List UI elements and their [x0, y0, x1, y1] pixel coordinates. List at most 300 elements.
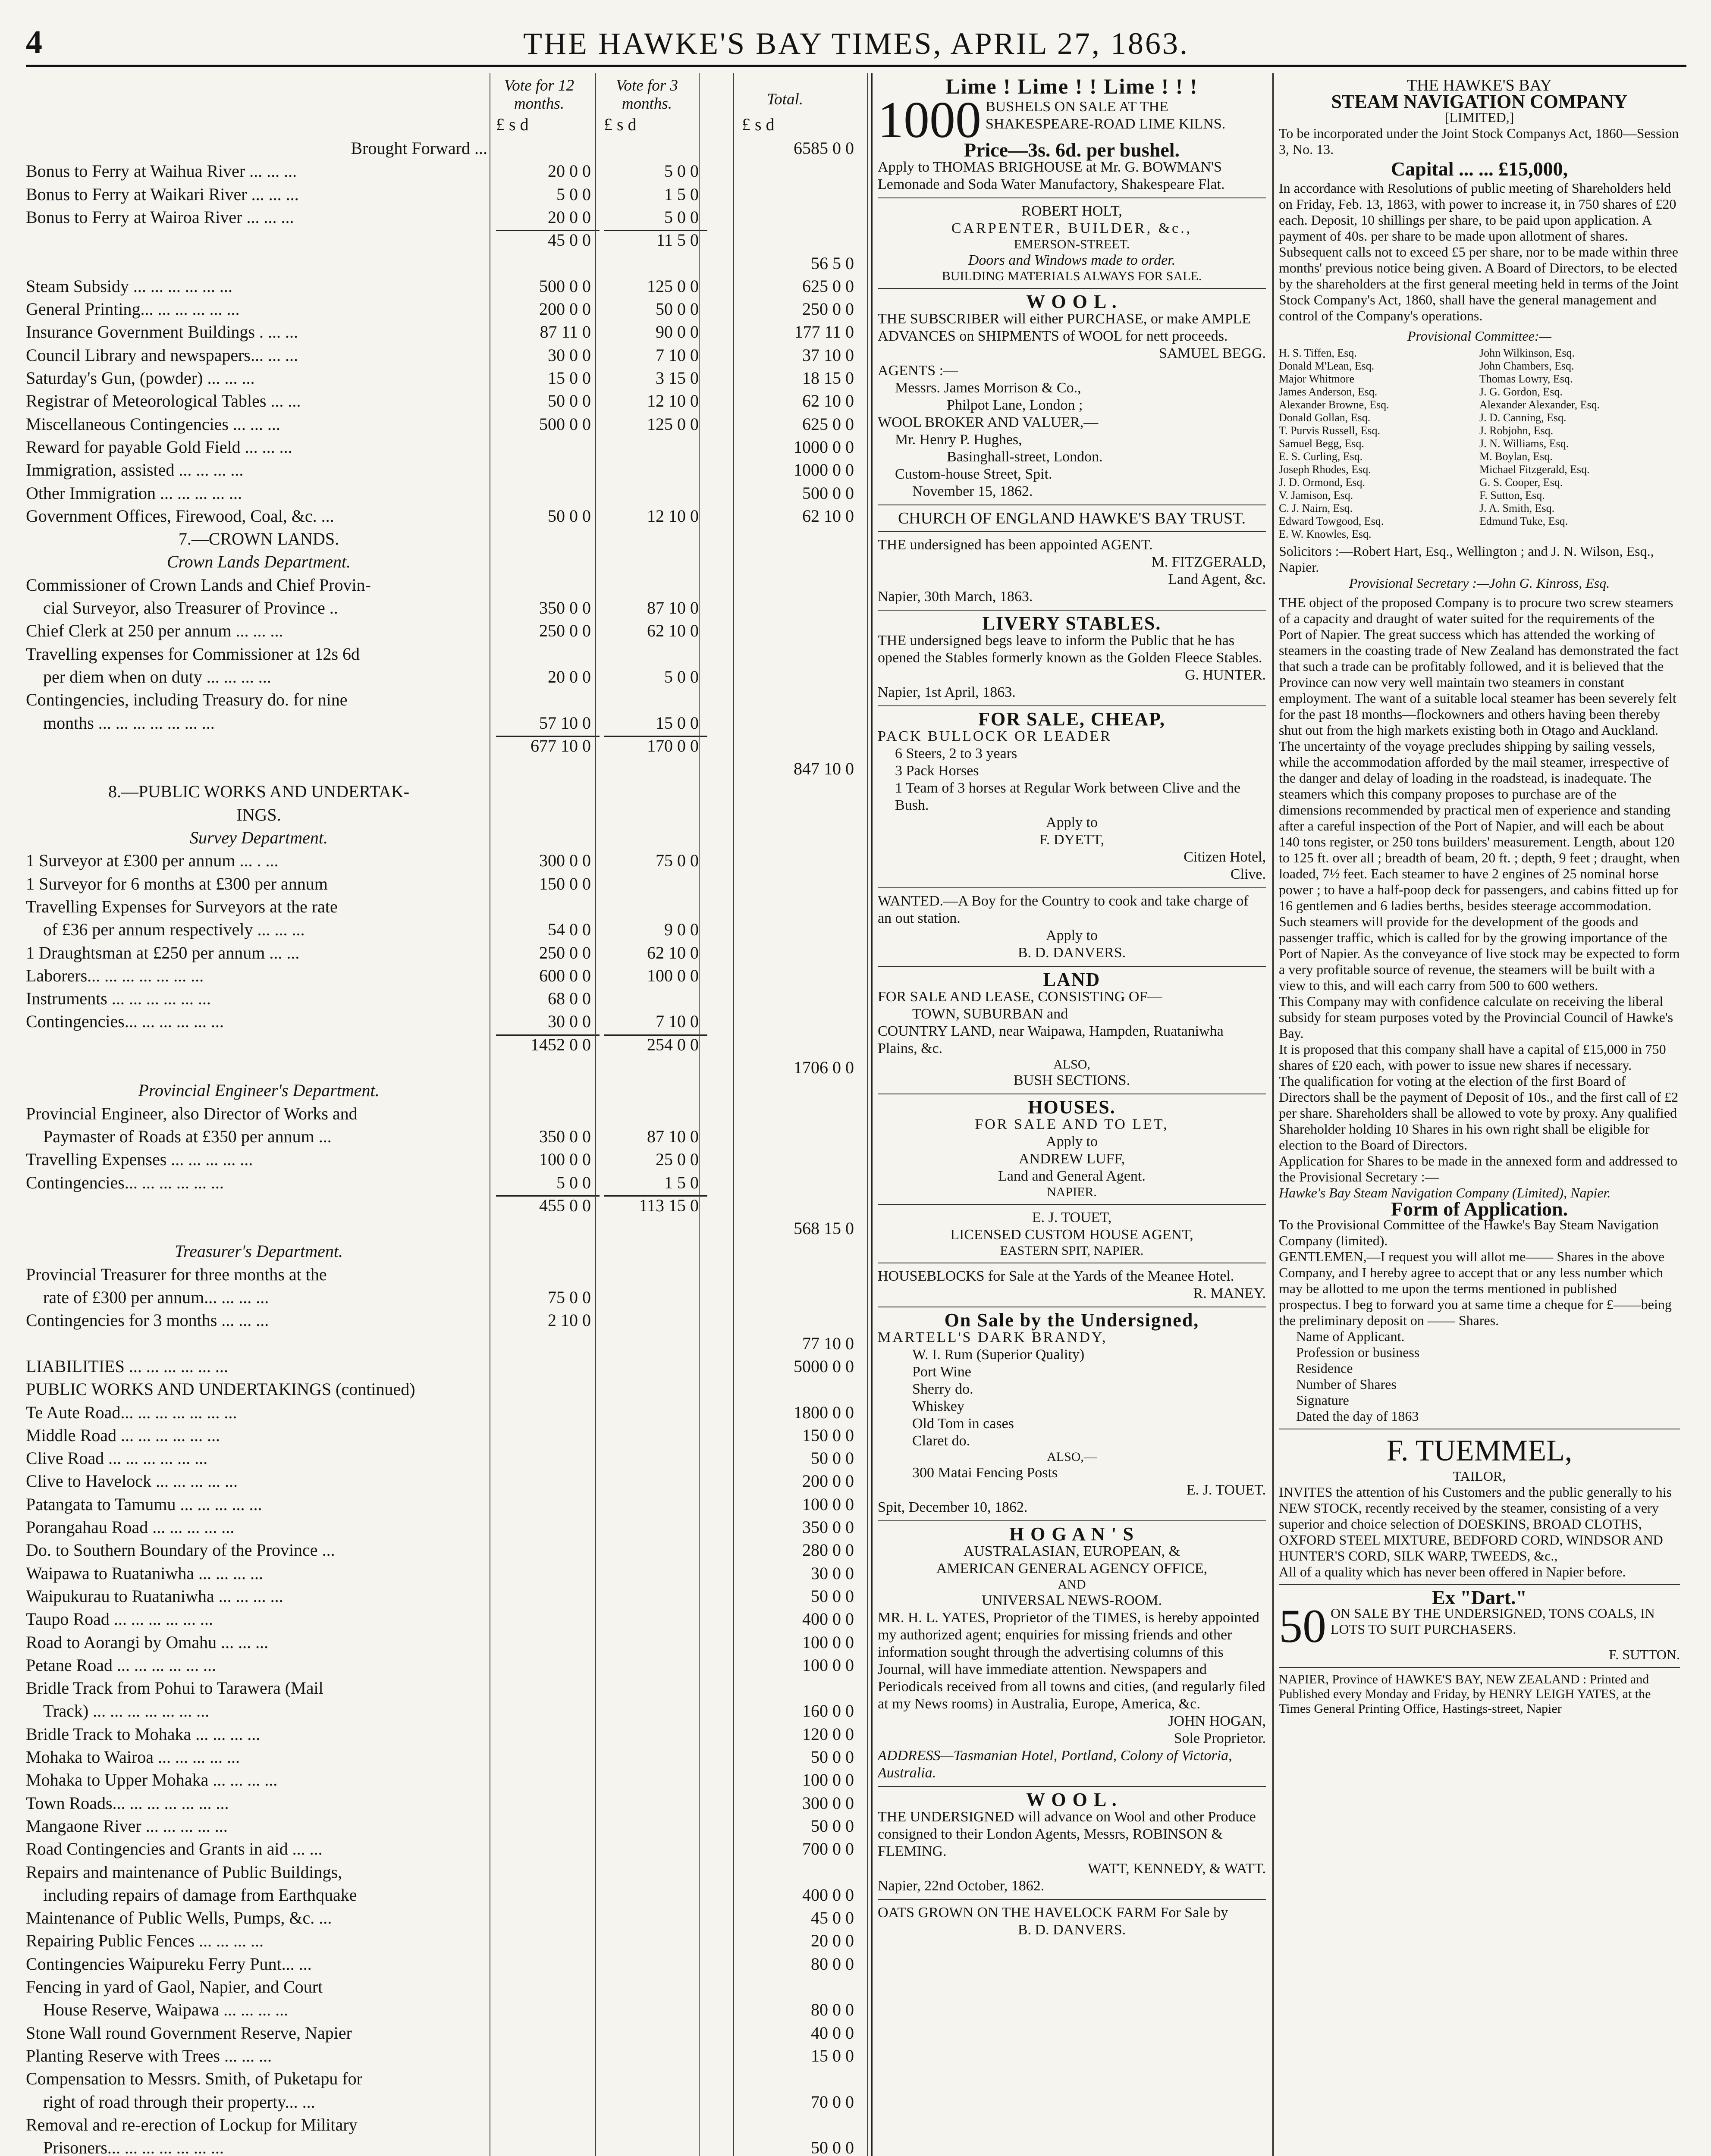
total-amount: 700 0 0 [802, 1839, 854, 1859]
houseblocks-text: HOUSEBLOCKS for Sale at the Yards of the Meanee Hotel. [878, 1268, 1234, 1284]
holt-trade: CARPENTER, BUILDER, &c., [951, 220, 1193, 236]
company-secretary: Provisional Secretary :—John G. Kinross, Esq. [1349, 575, 1610, 591]
units-header: £ s d [496, 115, 529, 134]
account-row [26, 1816, 871, 1836]
account-row [26, 1379, 871, 1400]
vote-12-amount: 15 0 0 [548, 368, 591, 388]
hogan-line-1: AUSTRALASIAN, EUROPEAN, & [963, 1543, 1180, 1559]
company-para-5: It is proposed that this company shall have a capital of £15,000 in 750 shares of £20 each, with power to issue new shares if necessary. [1279, 1041, 1666, 1073]
account-description: Removal and re-erection of Lockup for Military [26, 2115, 358, 2134]
account-description: Provincial Treasurer for three months at the [26, 1264, 327, 1284]
hogan-address: ADDRESS—Tasmanian Hotel, Portland, Colony of Victoria, Australia. [878, 1748, 1232, 1781]
vote-12-amount: 300 0 0 [539, 851, 591, 871]
vote-12-amount: 75 0 0 [548, 1288, 591, 1307]
tuemmel-text-2: All of a quality which has never been offered in Napier before. [1279, 1564, 1626, 1579]
sum-rule [496, 1034, 600, 1036]
total-amount: 1000 0 0 [794, 460, 854, 480]
total-amount: 350 0 0 [802, 1517, 854, 1537]
total-amount: 568 15 0 [794, 1219, 854, 1238]
account-description: Fencing in yard of Gaol, Napier, and Court [26, 1977, 323, 1996]
account-description: Prisoners... ... ... ... ... ... ... [43, 2138, 224, 2156]
account-row [26, 1471, 871, 1492]
units-header: £ s d [742, 115, 775, 134]
onsale-line-3: Port Wine [912, 1364, 971, 1380]
account-description: Contingencies, including Treasury do. for nine [26, 690, 348, 710]
total-amount: 1000 0 0 [794, 437, 854, 457]
account-description: Miscellaneous Contingencies ... ... ... [26, 414, 280, 434]
account-row [26, 827, 871, 848]
account-row [26, 620, 871, 641]
account-description: Waipukurau to Ruataniwha ... ... ... ... [26, 1586, 283, 1606]
hogan-and: AND [1058, 1577, 1086, 1592]
total-amount: 100 0 0 [802, 1655, 854, 1675]
total-amount: 625 0 0 [802, 414, 854, 434]
account-row [26, 506, 871, 526]
sale-line-2: 6 Steers, 2 to 3 years [895, 746, 1017, 761]
committee-member: E. W. Knowles, Esq. [1279, 528, 1372, 540]
total-amount: 300 0 0 [802, 1793, 854, 1813]
vote-3-amount: 75 0 0 [656, 851, 699, 871]
account-row [26, 1609, 871, 1630]
account-description: Reward for payable Gold Field ... ... ... [26, 437, 292, 457]
form-text: GENTLEMEN,—I request you will allot me—— Shares in the above Company, and I hereby agree to accept that or any less number which may be allotted to me upon the terms mentioned in published prospectus. I beg to forward you at same time a cheque for £——being the preliminary deposit on —— Shares. [1279, 1249, 1672, 1328]
committee-member: Thomas Lowry, Esq. [1479, 373, 1573, 385]
account-description: Repairs and maintenance of Public Buildings, [26, 1862, 342, 1882]
wanted-apply: Apply to [1046, 928, 1098, 943]
account-row [26, 2092, 871, 2112]
account-row [26, 850, 871, 871]
lime-quantity: 1000 [878, 91, 981, 148]
vote-3-amount: 113 15 0 [639, 1195, 699, 1215]
church-heading: CHURCH OF ENGLAND HAWKE'S BAY TRUST. [898, 509, 1246, 527]
total-amount: 18 15 0 [802, 368, 854, 388]
wool-broker: WOOL BROKER AND VALUER,— [878, 414, 1099, 430]
vote-3-amount: 87 10 0 [647, 598, 699, 617]
wool-heading: W O O L . [1026, 291, 1118, 312]
account-description: 1 Surveyor at £300 per annum ... . ... [26, 851, 279, 871]
houses-sig: ANDREW LUFF, [1018, 1151, 1125, 1167]
account-description: Instruments ... ... ... ... ... ... [26, 989, 211, 1009]
wool-agents: AGENTS :— [878, 363, 958, 379]
wool-sig: SAMUEL BEGG. [1158, 345, 1266, 361]
total-amount: 20 0 0 [811, 1931, 854, 1951]
account-row [26, 988, 871, 1009]
account-description: Porangahau Road ... ... ... ... ... [26, 1517, 235, 1537]
total-amount: 400 0 0 [802, 1609, 854, 1629]
account-row [26, 575, 871, 595]
total-amount: 150 0 0 [802, 1425, 854, 1445]
wanted-sig: B. D. DANVERS. [1017, 945, 1126, 961]
table-column-rule [867, 73, 868, 2156]
account-row [26, 1632, 871, 1653]
hogan-text: MR. H. L. YATES, Proprietor of the TIMES, is hereby appointed my authorized agent; enquiries for missing friends and other information sought through the advertising columns of this Journal, will have immediate attention. Newspapers and Periodicals received from all towns and cities, (and regularly filed at my News rooms) in Australia, Europe, America, &c. [878, 1610, 1265, 1712]
company-solicitors: Solicitors :—Robert Hart, Esq., Wellington ; and J. N. Wilson, Esq., Napier. [1279, 543, 1654, 575]
total-amount: 400 0 0 [802, 1885, 854, 1905]
account-description: Bridle Track to Mohaka ... ... ... ... [26, 1724, 261, 1744]
account-row [26, 1977, 871, 1997]
vote-3-amount: 1 5 0 [664, 184, 699, 204]
form-dated: Dated the day of 1863 [1296, 1408, 1419, 1424]
touet-role: LICENSED CUSTOM HOUSE AGENT, [950, 1227, 1193, 1243]
lime-heading: Lime ! Lime ! ! Lime ! ! ! [945, 78, 1198, 98]
onsale-sig: E. J. TOUET. [1186, 1482, 1266, 1498]
vote-12-amount: 1452 0 0 [531, 1034, 591, 1054]
touet-place: EASTERN SPIT, NAPIER. [1000, 1244, 1144, 1258]
account-description: Compensation to Messrs. Smith, of Puketapu for [26, 2069, 362, 2089]
total-amount: 100 0 0 [802, 1770, 854, 1790]
account-row [26, 1701, 871, 1721]
account-row [26, 1241, 871, 1262]
wool-agent-2: Philpot Lane, London ; [947, 397, 1083, 413]
company-para-3: Such steamers will provide for the development of the goods and passenger traffic, which is called for by the growing importance of the Port of Napier. As the conveyance of live stock may be expected to form a very profitable source of revenue, the steamers will be built with a view to this, and will each carry from 500 to 600 wethers. [1279, 914, 1680, 993]
sum-rule [496, 230, 600, 231]
sale-place: Clive. [1230, 866, 1266, 882]
account-description: Insurance Government Buildings . ... ... [26, 322, 298, 342]
committee-member: M. Boylan, Esq. [1479, 450, 1553, 463]
account-row [26, 874, 871, 894]
total-amount: 625 0 0 [802, 276, 854, 296]
vote-3-amount: 7 10 0 [656, 345, 699, 365]
vote-12-amount: 50 0 0 [548, 391, 591, 411]
committee-member: J. N. Williams, Esq. [1479, 437, 1569, 450]
dart-sig: F. SUTTON. [1609, 1647, 1680, 1662]
sum-rule [604, 736, 707, 737]
vote-3-amount: 170 0 0 [647, 736, 699, 755]
account-description: Maintenance of Public Wells, Pumps, &c. ... [26, 1908, 332, 1928]
account-description: General Printing... ... ... ... ... ... [26, 299, 240, 319]
account-description: months ... ... ... ... ... ... ... [43, 713, 215, 733]
account-description: 1 Surveyor for 6 months at £300 per annum [26, 874, 328, 893]
vote-3-amount: 25 0 0 [656, 1150, 699, 1169]
account-row [26, 322, 871, 342]
land-bush: BUSH SECTIONS. [1013, 1072, 1130, 1088]
account-description: Mohaka to Wairoa ... ... ... ... ... [26, 1747, 240, 1767]
form-field: Residence [1296, 1360, 1353, 1376]
vote-3-amount: 12 10 0 [647, 391, 699, 411]
account-description: 1 Draughtsman at £250 per annum ... ... [26, 943, 300, 962]
vote-3-amount: 62 10 0 [647, 943, 699, 962]
committee-member: T. Purvis Russell, Esq. [1279, 424, 1380, 437]
masthead [26, 24, 1686, 69]
vote-3-amount: 125 0 0 [647, 414, 699, 434]
touet-name: E. J. TOUET, [1032, 1210, 1112, 1225]
vote-3-amount: 11 5 0 [656, 230, 699, 250]
wool-agent-1: Messrs. James Morrison & Co., [895, 380, 1081, 396]
account-description: Repairing Public Fences ... ... ... ... [26, 1931, 264, 1951]
account-description: Provincial Engineer's Department. [138, 1081, 380, 1100]
imprint: NAPIER, Province of HAWKE'S BAY, NEW ZEALAND : Printed and Published every Monday and Friday, by HENRY LEIGH YATES, at the Times General Printing Office, Hastings-street, Napier [1279, 1672, 1651, 1716]
lime-price: Price—3s. 6d. per bushel. [964, 139, 1180, 161]
account-row [26, 2137, 871, 2156]
account-description: Registrar of Meteorological Tables ... ... [26, 391, 301, 411]
account-description: of £36 per annum respectively ... ... ... [43, 920, 305, 940]
account-description: Travelling expenses for Commissioner at 12s 6d [26, 644, 360, 664]
wanted-text: WANTED.—A Boy for the Country to cook and take charge of an out station. [878, 893, 1249, 926]
vote-3-amount: 3 15 0 [656, 368, 699, 388]
account-row [26, 368, 871, 389]
account-row [26, 781, 871, 802]
account-row [26, 1218, 871, 1239]
account-row [26, 896, 871, 917]
total-amount: 120 0 0 [802, 1724, 854, 1744]
hogan-role: Sole Proprietor. [1174, 1730, 1266, 1746]
wool-broker-2: Basinghall-street, London. [947, 449, 1103, 465]
committee-member: F. Sutton, Esq. [1479, 489, 1545, 501]
vote-3-amount: 50 0 0 [656, 299, 699, 319]
vote-12-amount: 20 0 0 [548, 207, 591, 227]
account-row [26, 1540, 871, 1561]
advert-column-3 [1279, 78, 1680, 2156]
account-row [26, 1333, 871, 1354]
onsale-also: ALSO,— [1047, 1450, 1097, 1464]
tuemmel-trade: TAILOR, [1453, 1468, 1506, 1484]
holt-street: EMERSON-STREET. [1014, 237, 1130, 251]
account-row [26, 1195, 871, 1216]
account-row [26, 460, 871, 480]
committee-member: C. J. Nairn, Esq. [1279, 502, 1353, 514]
total-amount: 56 5 0 [811, 253, 854, 273]
account-description: 8.—PUBLIC WORKS AND UNDERTAK- [108, 782, 410, 802]
tuemmel-name: F. TUEMMEL, [1386, 1434, 1573, 1467]
account-description: Provincial Engineer, also Director of Works and [26, 1103, 358, 1123]
account-description: Council Library and newspapers... ... ... [26, 345, 298, 365]
vote-12-amount: 350 0 0 [539, 1126, 591, 1146]
account-description: PUBLIC WORKS AND UNDERTAKINGS (continued) [26, 1379, 415, 1399]
account-description: Commissioner of Crown Lands and Chief Provin- [26, 575, 371, 595]
company-para-7: Application for Shares to be made in the annexed form and addressed to the Provisional Secretary :— [1279, 1153, 1678, 1185]
account-description: Other Immigration ... ... ... ... ... [26, 483, 242, 503]
vote-12-amount: 200 0 0 [539, 299, 591, 319]
account-description: Immigration, assisted ... ... ... ... [26, 460, 244, 480]
houses-heading: HOUSES. [1028, 1097, 1116, 1118]
account-description: Te Aute Road... ... ... ... ... ... ... [26, 1402, 237, 1422]
account-description: Middle Road ... ... ... ... ... ... [26, 1425, 220, 1445]
table-column-rule [699, 73, 700, 2156]
wool2-date: Napier, 22nd October, 1862. [878, 1878, 1045, 1894]
total-amount: 62 10 0 [802, 391, 854, 411]
account-row [26, 1930, 871, 1951]
total-header: Total. [767, 91, 803, 108]
committee-member: J. G. Gordon, Esq. [1479, 385, 1563, 398]
committee-member: Donald Gollan, Esq. [1279, 411, 1371, 424]
sale-line-4: 1 Team of 3 horses at Regular Work between Clive and the Bush. [895, 780, 1240, 813]
account-description: 7.—CROWN LANDS. [178, 529, 339, 549]
vote-12-amount: 2 10 0 [548, 1310, 591, 1330]
account-row [26, 1126, 871, 1147]
account-row [26, 598, 871, 618]
column-divider-2 [1272, 73, 1274, 2156]
account-description: Brought Forward ... [351, 138, 487, 158]
account-row [26, 1080, 871, 1101]
account-description: right of road through their property... ... [43, 2092, 315, 2112]
vote-12-amount: 87 11 0 [540, 322, 591, 342]
houses-role: Land and General Agent. [998, 1168, 1146, 1184]
committee-member: Major Whitmore [1279, 373, 1354, 385]
account-description: cial Surveyor, also Treasurer of Province .. [43, 598, 338, 617]
account-row [26, 667, 871, 687]
sale-sig: F. DYETT, [1039, 832, 1105, 848]
account-row [26, 1057, 871, 1078]
committee-member: E. S. Curling, Esq. [1279, 450, 1363, 463]
vote-12-amount: 54 0 0 [548, 920, 591, 940]
account-row [26, 2068, 871, 2089]
account-description: Road Contingencies and Grants in aid ... ... [26, 1839, 323, 1859]
oats-text: OATS GROWN ON THE HAVELOCK FARM For Sale by [878, 1905, 1228, 1921]
livery-date: Napier, 1st April, 1863. [878, 684, 1016, 700]
committee-member: Alexander Alexander, Esq. [1479, 398, 1600, 411]
total-amount: 40 0 0 [811, 2023, 854, 2043]
form-field: Name of Applicant. [1296, 1329, 1405, 1344]
committee-member: J. Robjohn, Esq. [1479, 424, 1554, 437]
vote-12-amount: 68 0 0 [548, 989, 591, 1009]
total-amount: 177 11 0 [794, 322, 854, 342]
committee-member: J. D. Canning, Esq. [1479, 411, 1567, 424]
account-description: LIABILITIES ... ... ... ... ... ... [26, 1356, 228, 1376]
vote-3-amount: 1 5 0 [664, 1172, 699, 1192]
account-row [26, 2046, 871, 2066]
total-amount: 30 0 0 [811, 1563, 854, 1583]
total-amount: 37 10 0 [802, 345, 854, 365]
vote-3-amount: 5 0 0 [664, 161, 699, 181]
account-row [26, 943, 871, 963]
total-amount: 847 10 0 [794, 759, 854, 779]
wool2-text: THE UNDERSIGNED will advance on Wool and other Produce consigned to their London Agents, Messrs, ROBINSON & FLEMING. [878, 1809, 1256, 1859]
holt-materials: BUILDING MATERIALS ALWAYS FOR SALE. [942, 269, 1202, 283]
account-description: including repairs of damage from Earthquake [43, 1885, 357, 1905]
holt-name: ROBERT HOLT, [1021, 203, 1122, 219]
account-description: Road to Aorangi by Omahu ... ... ... [26, 1632, 269, 1652]
account-row [26, 1356, 871, 1377]
form-heading: Form of Application. [1391, 1198, 1568, 1220]
account-row [26, 1908, 871, 1928]
total-amount: 6585 0 0 [794, 138, 854, 158]
vote-3-amount: 15 0 0 [656, 713, 699, 733]
account-description: Bridle Track from Pohui to Tarawera (Mail [26, 1678, 323, 1698]
account-description: Government Offices, Firewood, Coal, &c. ... [26, 506, 334, 526]
vote-12-amount: 350 0 0 [539, 598, 591, 617]
account-description: Crown Lands Department. [166, 552, 351, 572]
account-row [26, 1494, 871, 1515]
committee-member: James Anderson, Esq. [1279, 385, 1378, 398]
account-row [26, 161, 871, 182]
account-description: House Reserve, Waipawa ... ... ... ... [43, 2000, 289, 2020]
total-amount: 70 0 0 [811, 2092, 854, 2112]
holt-doors: Doors and Windows made to order. [968, 252, 1176, 268]
vote-12-amount: 20 0 0 [548, 161, 591, 181]
account-row [26, 138, 871, 159]
sale-heading: FOR SALE, CHEAP, [978, 708, 1165, 730]
account-row [26, 299, 871, 320]
tuemmel-text: INVITES the attention of his Customers and the public generally to his NEW STOCK, recently received by the steamer, consisting of a very superior and choice selection of DOESKINS, BROAD CLOTHS, OXFORD STEEL MIXTURE, BEDFORD CORD, WINDSOR AND HUNTER'S CORD, SILK WARP, TWEEDS, &c., [1279, 1484, 1672, 1564]
account-row [26, 736, 871, 756]
houses-text: FOR SALE AND TO LET, [975, 1116, 1169, 1132]
total-amount: 5000 0 0 [794, 1356, 854, 1376]
account-row [26, 276, 871, 297]
vote-3-amount: 100 0 0 [647, 965, 699, 985]
advert-column-2 [878, 78, 1266, 2156]
committee-member: V. Jamison, Esq. [1279, 489, 1353, 501]
sale-hotel: Citizen Hotel, [1184, 849, 1266, 865]
account-row [26, 1655, 871, 1676]
account-row [26, 1678, 871, 1698]
account-description: Mohaka to Upper Mohaka ... ... ... ... [26, 1770, 278, 1790]
committee-member: J. A. Smith, Esq. [1479, 502, 1555, 514]
account-row [26, 1448, 871, 1469]
account-description: Planting Reserve with Trees ... ... ... [26, 2046, 272, 2065]
account-description: Stone Wall round Government Reserve, Napier [26, 2023, 352, 2043]
form-fields [1279, 1329, 1680, 1408]
total-amount: 160 0 0 [802, 1701, 854, 1721]
company-para-6: The qualification for voting at the election of the first Board of Directors shall be the payment of Deposit of 10s., and the first call of £2 per share. Shareholders shall be allowed to vote by proxy. Any qualified Shareholder holding 10 Shares in his own right shall be eligible for election to the Board of Directors. [1279, 1073, 1678, 1153]
total-amount: 50 0 0 [811, 1747, 854, 1767]
onsale-heading: On Sale by the Undersigned, [944, 1310, 1199, 1331]
account-description: Taupo Road ... ... ... ... ... ... [26, 1609, 213, 1629]
account-row [26, 1747, 871, 1767]
total-amount: 77 10 0 [802, 1333, 854, 1353]
table-column-rule [733, 73, 734, 2156]
committee-member: Edmund Tuke, Esq. [1479, 515, 1568, 527]
account-description: Bonus to Ferry at Wairoa River ... ... ... [26, 207, 294, 227]
onsale-line-8: 300 Matai Fencing Posts [912, 1465, 1058, 1481]
committee-member: John Wilkinson, Esq. [1479, 347, 1575, 359]
wool-custom: Custom-house Street, Spit. [895, 466, 1052, 482]
account-row [26, 2115, 871, 2135]
account-row [26, 1770, 871, 1790]
account-row [26, 1862, 871, 1883]
total-amount: 250 0 0 [802, 299, 854, 319]
vote-3-amount: 7 10 0 [656, 1012, 699, 1031]
committee-member: John Chambers, Esq. [1479, 360, 1574, 372]
vote-12-amount: 250 0 0 [539, 621, 591, 641]
account-description: Contingencies... ... ... ... ... ... [26, 1012, 224, 1031]
sale-line-1: PACK BULLOCK OR LEADER [878, 728, 1112, 744]
account-row [26, 1011, 871, 1032]
sale-apply: Apply to [1046, 815, 1098, 830]
vote-3-amount: 12 10 0 [647, 506, 699, 526]
church-sig: M. FITZGERALD, [1151, 554, 1266, 570]
estimates-table [26, 73, 871, 2156]
total-amount: 100 0 0 [802, 1494, 854, 1514]
vote-12-amount: 150 0 0 [539, 874, 591, 893]
dart-quantity: 50 [1279, 1600, 1326, 1652]
dart-heading: Ex "Dart." [1432, 1586, 1527, 1608]
account-row [26, 644, 871, 664]
land-line-1: TOWN, SUBURBAN and [912, 1006, 1068, 1022]
account-row [26, 414, 871, 435]
vote-12-amount: 600 0 0 [539, 965, 591, 985]
account-description: Travelling Expenses for Surveyors at the rate [26, 896, 338, 916]
account-row [26, 1034, 871, 1055]
account-row [26, 552, 871, 572]
account-row [26, 713, 871, 733]
account-description: Survey Department. [190, 828, 328, 847]
vote-12-amount: 45 0 0 [548, 230, 591, 250]
total-amount: 80 0 0 [811, 2000, 854, 2020]
account-row [26, 207, 871, 228]
onsale-date: Spit, December 10, 1862. [878, 1499, 1028, 1515]
vote-3-amount: 9 0 0 [664, 920, 699, 940]
vote-12-amount: 455 0 0 [539, 1195, 591, 1215]
total-amount: 1706 0 0 [794, 1058, 854, 1077]
company-limited: [LIMITED,] [1444, 110, 1514, 125]
account-row [26, 1563, 871, 1584]
company-heading-2: STEAM NAVIGATION COMPANY [1331, 91, 1628, 112]
committee-member: Alexander Browne, Esq. [1279, 398, 1389, 411]
form-field: Number of Shares [1296, 1376, 1397, 1392]
account-description: Patangata to Tamumu ... ... ... ... ... [26, 1494, 262, 1514]
units-header: £ s d [604, 115, 637, 134]
sale-line-3: 3 Pack Horses [895, 763, 979, 779]
